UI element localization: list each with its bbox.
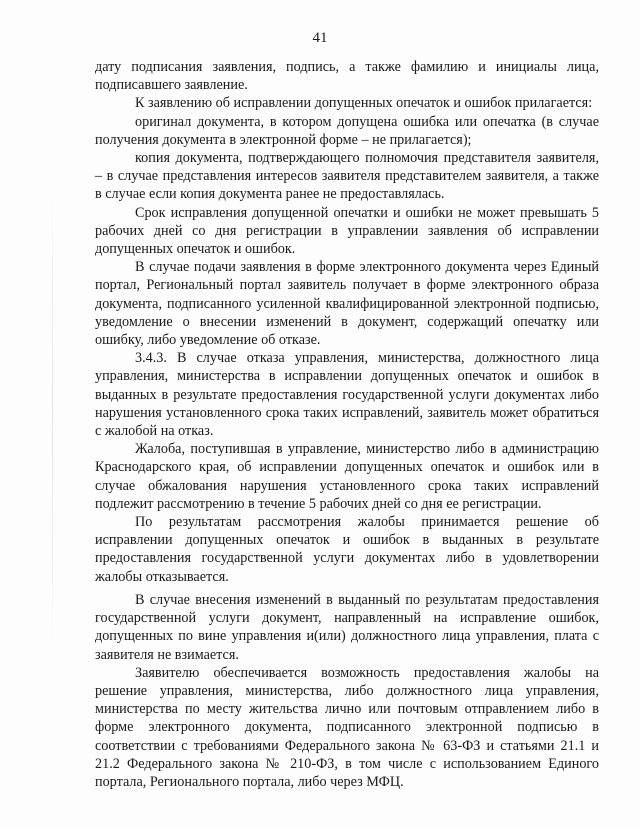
paragraph-complaint-submission: Заявителю обеспечивается возможность предоставления жалобы на решение управления, министерства, либо должностного лица управления, министерства по месту жительства лично или почтовым отправлением либо в форме электронного документа, подписанного электронной подписью в соответствии с требованиями Федерального закона № 63-ФЗ и статьями 21.1 и 21.2 Федерального закона № 210-ФЗ, в том числе с использованием Единого портала, Регионального портала, либо через МФЦ. (95, 664, 599, 790)
paragraph-original-document: оригинал документа, в котором допущена ошибка или опечатка (в случае получения документа в электронной форме – не прилагается); (95, 113, 599, 148)
paragraph-no-fee: В случае внесения изменений в выданный по результатам предоставления государственной услуги документ, направленный на исправление ошибок, допущенных по вине управления и(или) должностного лица управления, плата с заявителя не взимается. (95, 591, 599, 663)
scan-artifact-line (52, 150, 53, 690)
paragraph-correction-deadline: Срок исправления допущенной опечатки и ошибки не может превышать 5 рабочих дней со дня регистрации в управлении заявления об исправлении допущенных опечаток и ошибок. (95, 204, 599, 258)
paragraph-signature-details: дату подписания заявления, подпись, а также фамилию и инициалы лица, подписавшего заявление. (95, 59, 599, 94)
paragraph-complaint-review: Жалоба, поступившая в управление, министерство либо в администрацию Краснодарского края, об исправлении допущенных опечаток и ошибок или в случае обжалования нарушения установленного срока таких исправлений подлежит рассмотрению в течение 5 рабочих дней со дня ее регистрации. (95, 441, 599, 512)
page-number: 41 (312, 30, 328, 46)
document-body (95, 58, 599, 791)
paragraph-electronic-notification: В случае подачи заявления в форме электронного документа через Единый портал, Региональный портал заявитель получает в форме электронного образа документа, подписанного усиленной квалифицированной электронной подписью, уведомление о внесении изменений в документ, содержащий опечатку или ошибку, либо уведомление об отказе. (95, 259, 599, 349)
paragraph-complaint-decision: По результатам рассмотрения жалобы принимается решение об исправлении допущенных опечаток и ошибок в выданных в результате предоставления государственной услуги документах либо в удовлетворении жалобы отказывается. (95, 514, 599, 585)
paragraph-representative-copy: копия документа, подтверждающего полномочия представителя заявителя, – в случае представления интересов заявителя представителем заявителя, а также в случае если копия документа ранее не предоставлялась. (95, 150, 599, 203)
paragraph-section-3-4-3: 3.4.3. В случае отказа управления, министерства, должностного лица управления, министерства в исправлении допущенных опечаток и ошибок в выданных в результате предоставления государственной услуги документах либо нарушения установленного срока таких исправлений, заявитель может обратиться с жалобой на отказ. (95, 350, 599, 440)
paragraph-attachments-intro: К заявлению об исправлении допущенных опечаток и ошибок прилагается: (135, 95, 593, 112)
